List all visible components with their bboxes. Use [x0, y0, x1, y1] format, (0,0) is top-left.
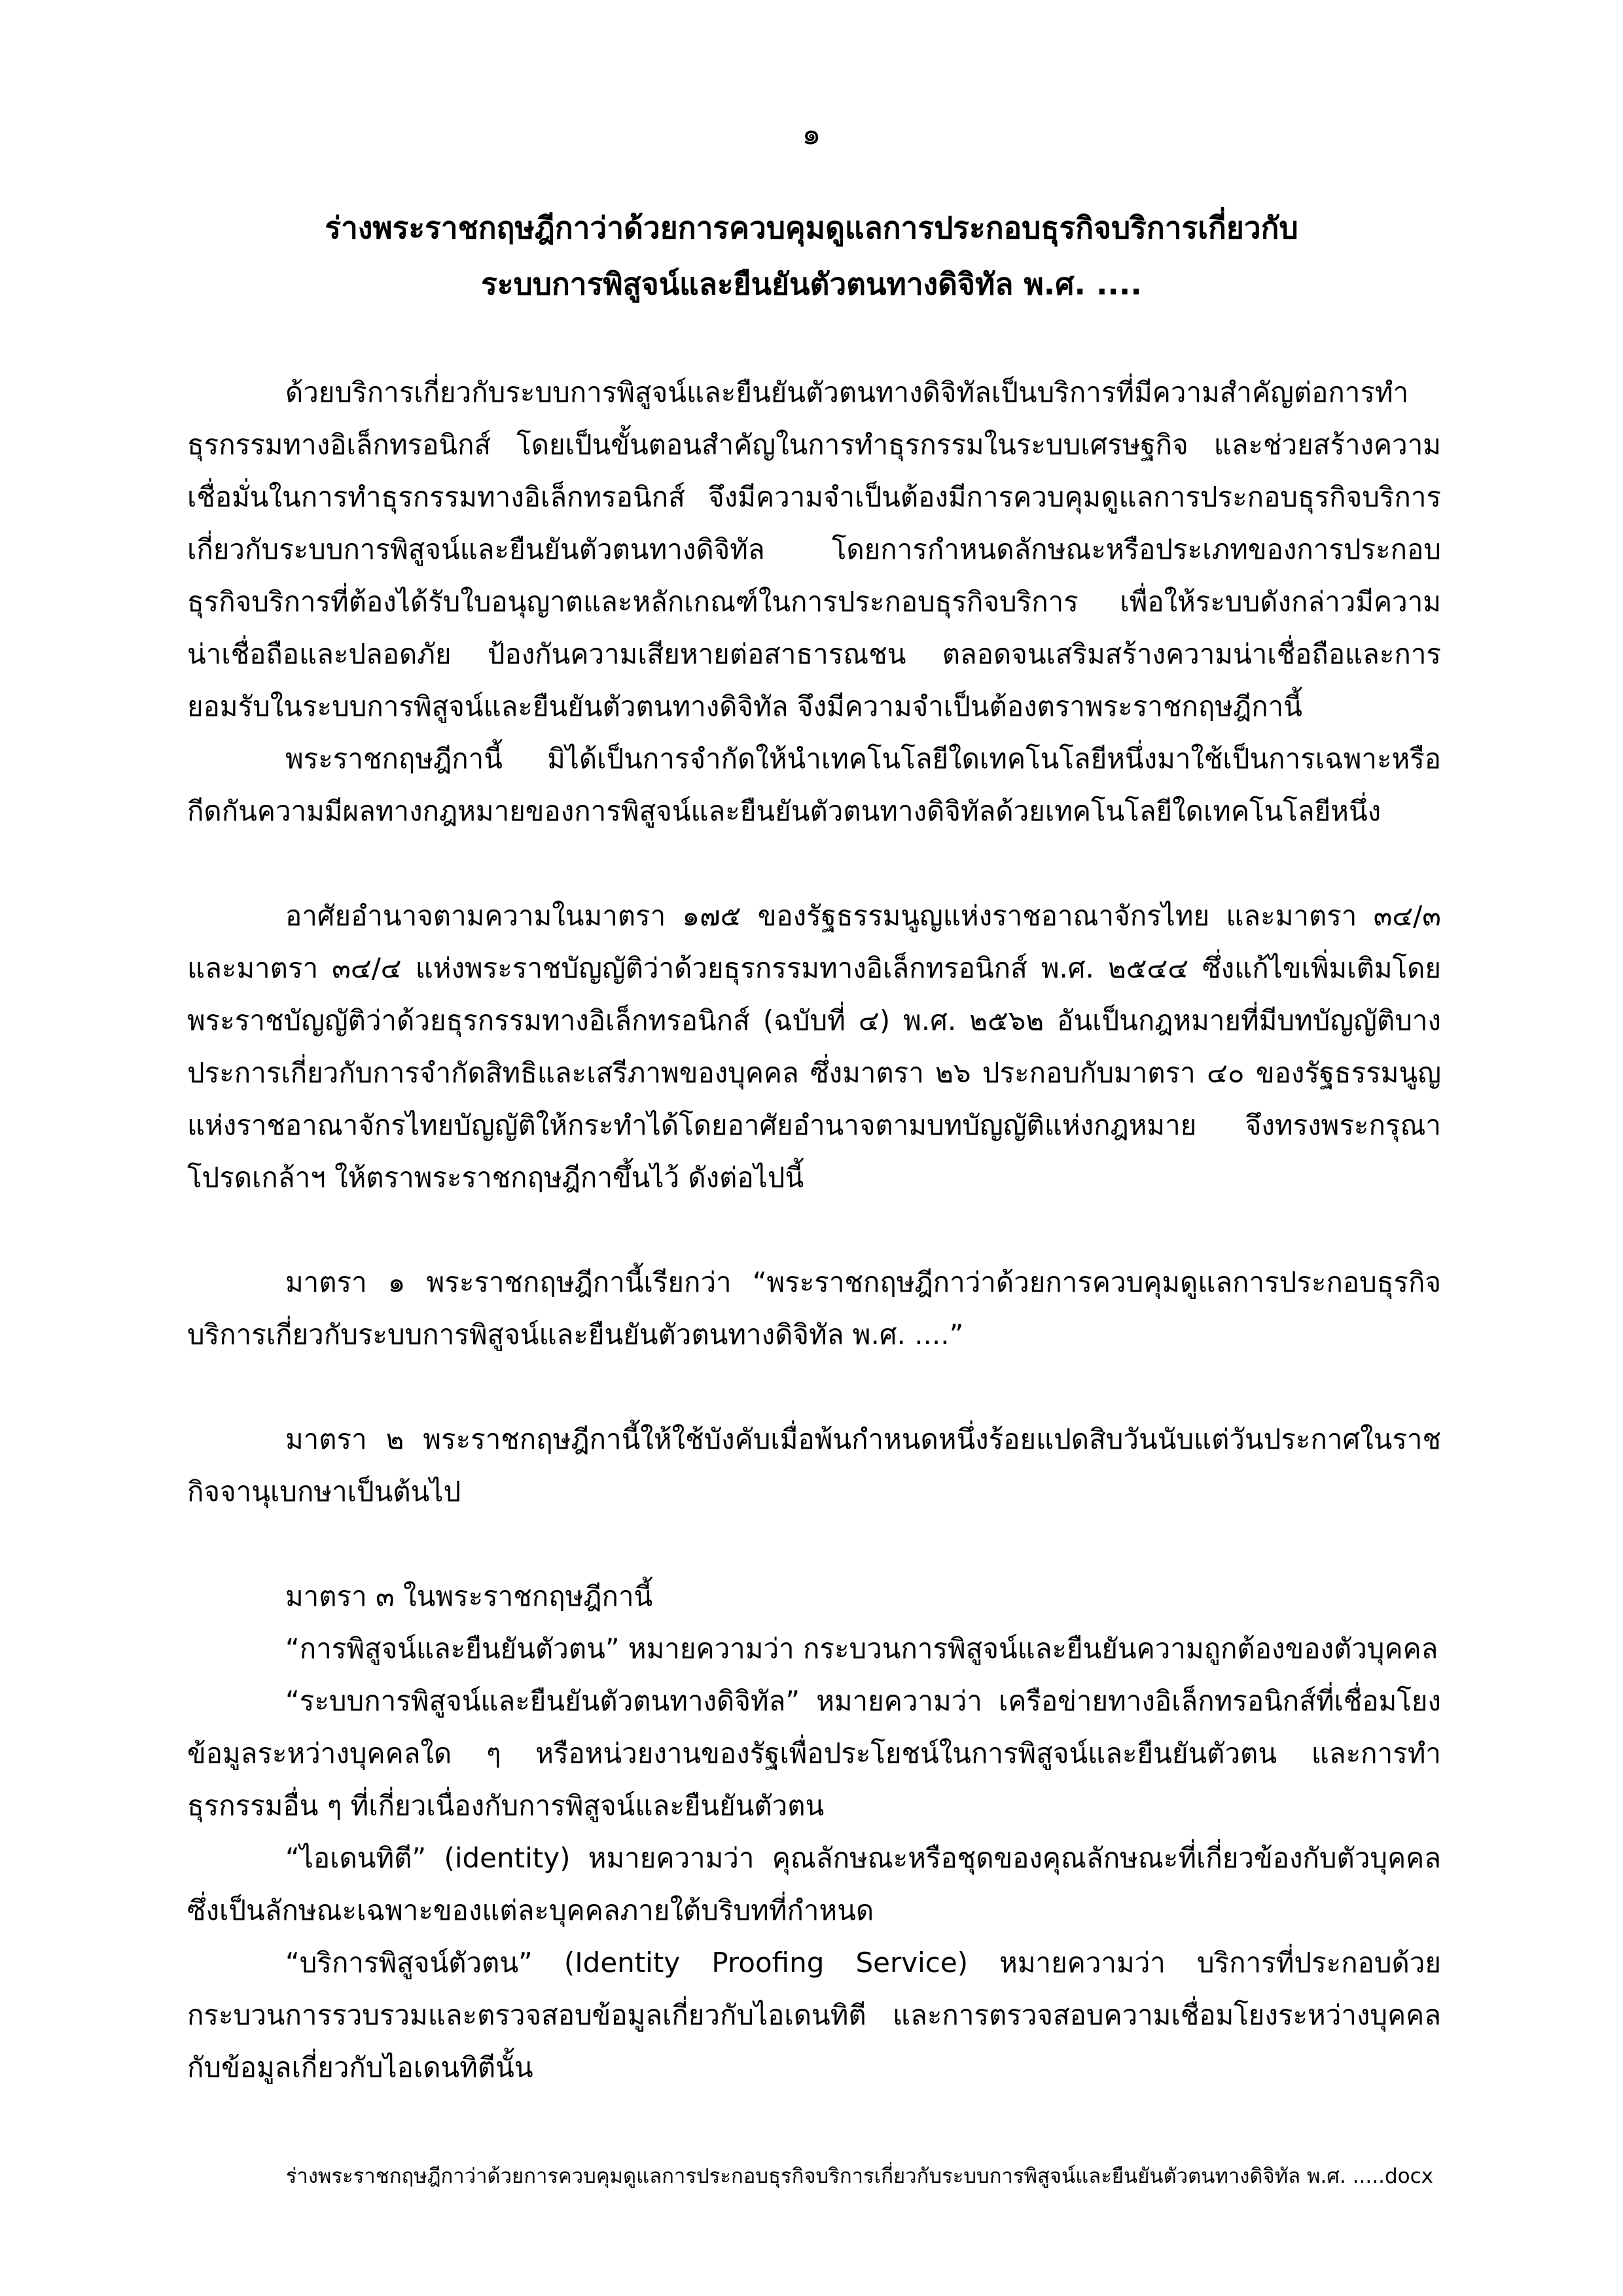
definition-identity: “ไอเดนทิตี” (identity) หมายความว่า คุณลักษณะหรือชุดของคุณลักษณะที่เกี่ยวข้องกับตัวบุคคลซึ่งเป็นลักษณะเฉพาะของแต่ละบุคคลภายใต้บริบทที่กำหนด: [187, 1842, 1441, 1926]
section-3-intro: มาตรา ๓ ในพระราชกฤษฎีกานี้: [285, 1580, 653, 1612]
footer-filename: ร่างพระราชกฤษฎีกาว่าด้วยการควบคุมดูแลการประกอบธุรกิจบริการเกี่ยวกับระบบการพิสูจน์และยืนยันตัวตนทางดิจิทัล พ.ศ. .....docx: [285, 2164, 1433, 2188]
preamble-technology-paragraph: พระราชกฤษฎีกานี้ มิได้เป็นการจำกัดให้นำเทคโนโลยีใดเทคโนโลยีหนึ่งมาใช้เป็นการเฉพาะหรือกีดกันความมีผลทางกฎหมายของการพิสูจน์และยืนยันตัวตนทางดิจิทัลด้วยเทคโนโลยีใดเทคโนโลยีหนึ่ง: [187, 743, 1441, 827]
title-line-1: ร่างพระราชกฤษฎีกาว่าด้วยการควบคุมดูแลการประกอบธุรกิจบริการเกี่ยวกับ: [325, 210, 1298, 245]
definition-identity-verification: “การพิสูจน์และยืนยันตัวตน” หมายความว่า กระบวนการพิสูจน์และยืนยันความถูกต้องของตัวบุคคล: [285, 1633, 1438, 1665]
title-line-2: ระบบการพิสูจน์และยืนยันตัวตนทางดิจิทัล พ.ศ. ....: [481, 266, 1142, 302]
definition-digital-id-system: “ระบบการพิสูจน์และยืนยันตัวตนทางดิจิทัล” หมายความว่า เครือข่ายทางอิเล็กทรอนิกส์ที่เชื่อมโยงข้อมูลระหว่างบุคคลใด ๆ หรือหน่วยงานของรัฐเพื่อประโยชน์ในการพิสูจน์และยืนยันตัวตน และการทำธุรกรรมอื่น ๆ ที่เกี่ยวเนื่องกับการพิสูจน์และยืนยันตัวตน: [187, 1685, 1441, 1822]
definition-identity-proofing-service: “บริการพิสูจน์ตัวตน” (Identity Proofing Service) หมายความว่า บริการที่ประกอบด้วยกระบวนการรวบรวมและตรวจสอบข้อมูลเกี่ยวกับไอเดนทิตี และการตรวจสอบความเชื่อมโยงระหว่างบุคคลกับข้อมูลเกี่ยวกับไอเดนทิตีนั้น: [187, 1947, 1441, 2083]
section-1: มาตรา ๑ พระราชกฤษฎีกานี้เรียกว่า “พระราชกฤษฎีกาว่าด้วยการควบคุมดูแลการประกอบธุรกิจบริการเกี่ยวกับระบบการพิสูจน์และยืนยันตัวตนทางดิจิทัล พ.ศ. ....”: [187, 1266, 1441, 1351]
page-number: ๑: [802, 116, 821, 151]
document-body: [187, 366, 1441, 2094]
document-title: [157, 200, 1466, 312]
section-2: มาตรา ๒ พระราชกฤษฎีกานี้ให้ใช้บังคับเมื่อพ้นกำหนดหนึ่งร้อยแปดสิบวันนับแต่วันประกาศในราชกิจจานุเบกษาเป็นต้นไป: [187, 1423, 1441, 1508]
preamble-reason-paragraph: ด้วยบริการเกี่ยวกับระบบการพิสูจน์และยืนยันตัวตนทางดิจิทัลเป็นบริการที่มีความสำคัญต่อการทำธุรกรรมทางอิเล็กทรอนิกส์ โดยเป็นขั้นตอนสำคัญในการทำธุรกรรมในระบบเศรษฐกิจ และช่วยสร้างความเชื่อมั่นในการทำธุรกรรมทางอิเล็กทรอนิกส์ จึงมีความจำเป็นต้องมีการควบคุมดูแลการประกอบธุรกิจบริการเกี่ยวกับระบบการพิสูจน์และยืนยันตัวตนทางดิจิทัล โดยการกำหนดลักษณะหรือประเภทของการประกอบธุรกิจบริการที่ต้องได้รับใบอนุญาตและหลักเกณฑ์ในการประกอบธุรกิจบริการ เพื่อให้ระบบดังกล่าวมีความน่าเชื่อถือและปลอดภัย ป้องกันความเสียหายต่อสาธารณชน ตลอดจนเสริมสร้างความน่าเชื่อถือและการยอมรับในระบบการพิสูจน์และยืนยันตัวตนทางดิจิทัล จึงมีความจำเป็นต้องตราพระราชกฤษฎีกานี้: [187, 376, 1441, 722]
preamble-authority-paragraph: อาศัยอำนาจตามความในมาตรา ๑๗๕ ของรัฐธรรมนูญแห่งราชอาณาจักรไทย และมาตรา ๓๔/๓ และมาตรา ๓๔/๔ แห่งพระราชบัญญัติว่าด้วยธุรกรรมทางอิเล็กทรอนิกส์ พ.ศ. ๒๕๔๔ ซึ่งแก้ไขเพิ่มเติมโดยพระราชบัญญัติว่าด้วยธุรกรรมทางอิเล็กทรอนิกส์ (ฉบับที่ ๔) พ.ศ. ๒๕๖๒ อันเป็นกฎหมายที่มีบทบัญญัติบางประการเกี่ยวกับการจำกัดสิทธิและเสรีภาพของบุคคล ซึ่งมาตรา ๒๖ ประกอบกับมาตรา ๔๐ ของรัฐธรรมนูญแห่งราชอาณาจักรไทยบัญญัติให้กระทำได้โดยอาศัยอำนาจตามบทบัญญัติแห่งกฎหมาย จึงทรงพระกรุณาโปรดเกล้าฯ ให้ตราพระราชกฤษฎีกาขึ้นไว้ ดังต่อไปนี้: [187, 900, 1441, 1193]
